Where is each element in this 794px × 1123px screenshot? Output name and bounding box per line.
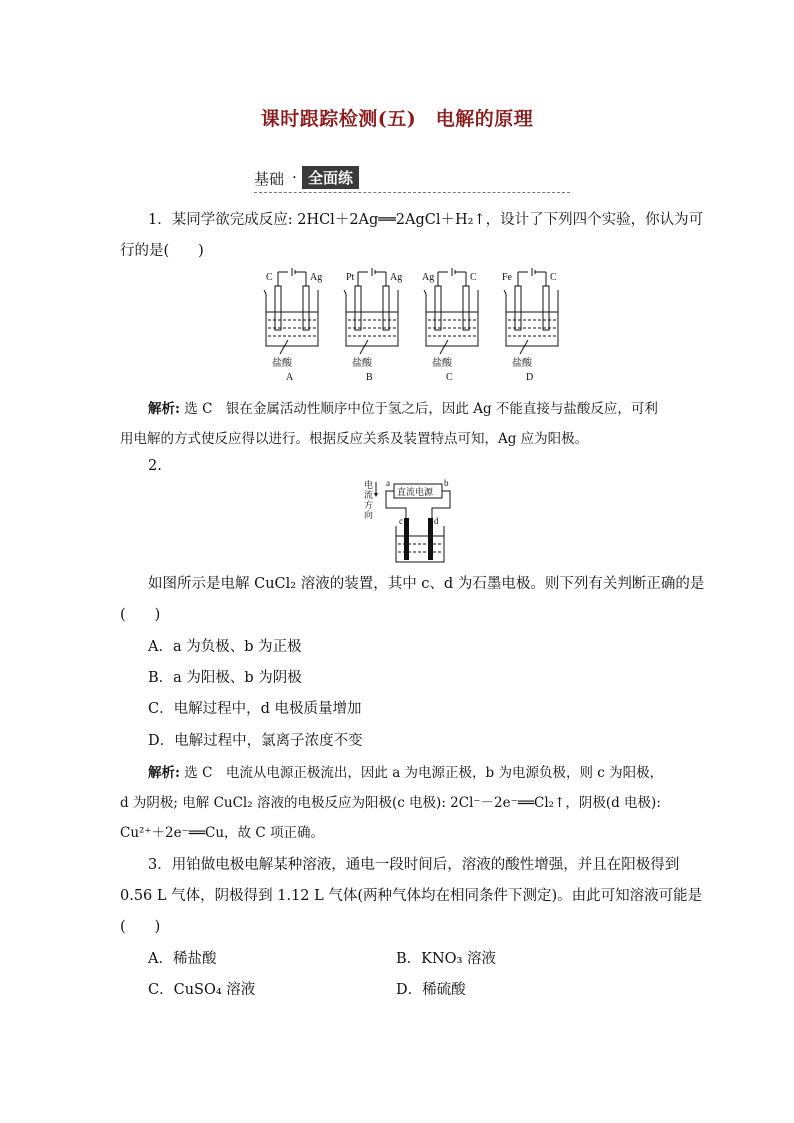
q1-analysis-line2: 用电解的方式使反应得以进行。根据反应关系及装置特点可知，Ag 应为阳极。 xyxy=(120,431,589,447)
section-badge: 全面练 xyxy=(302,166,359,189)
q2-option-c: C．电解过程中，d 电极质量增加 xyxy=(148,701,362,717)
q3-option-d: D．稀硫酸 xyxy=(396,982,466,998)
q2-line2: ( ) xyxy=(120,607,161,623)
beaker-c xyxy=(422,268,478,383)
q1-analysis-line1 xyxy=(148,397,658,417)
q2-option-d: D．电解过程中，氯离子浓度不变 xyxy=(148,733,363,749)
beaker-a xyxy=(264,268,322,383)
q2-analysis-line3: Cu²⁺＋2e⁻══Cu，故 C 项正确。 xyxy=(120,825,324,841)
q2-number: 2. xyxy=(148,458,162,474)
q3-line1: 3．用铂做电极电解某种溶液，通电一段时间后，溶液的酸性增强，并且在阳极得到 xyxy=(148,857,680,873)
liquid-label: 盐酸 xyxy=(272,358,292,369)
liquid-label: 盐酸 xyxy=(352,358,372,369)
q1-electrolysis-figure xyxy=(258,266,568,384)
q1-line1: 1．某同学欲完成反应: 2HCl＋2Ag══2AgCl＋H₂↑，设计了下列四个实验，你认为可 xyxy=(148,212,704,228)
q2-analysis-line2: d 为阴极; 电解 CuCl₂ 溶液的电极反应为阳极(c 电极): 2Cl⁻－2e⁻══Cl₂↑，阴极(d 电极): xyxy=(120,795,661,811)
q2-electrolysis-figure xyxy=(362,478,462,564)
section-dot: · xyxy=(292,168,297,186)
beaker-d xyxy=(502,268,558,383)
terminal-b-label: b xyxy=(444,478,449,488)
electrode-label: Ag xyxy=(390,272,403,283)
section-label: 基础 xyxy=(254,170,285,188)
electrode-label: Ag xyxy=(310,272,323,283)
current-direction-label: 电流方向 xyxy=(364,480,374,520)
q3-option-a: A．稀盐酸 xyxy=(148,951,217,967)
beaker-b xyxy=(344,268,402,383)
electrode-label: C xyxy=(470,272,477,283)
electrode-c-label: c xyxy=(399,516,403,526)
option-label: D xyxy=(526,372,534,383)
option-label: A xyxy=(286,372,294,383)
analysis-tag: 解析: xyxy=(148,401,180,417)
electrode-label: Fe xyxy=(502,272,512,283)
power-source-label: 直流电源 xyxy=(397,487,434,497)
electrode-label: Pt xyxy=(346,272,355,283)
analysis-text: 选 C 电流从电源正极流出，因此 a 为电源正极，b 为电源负极，则 c 为阳极， xyxy=(184,765,664,781)
q2-option-a: A．a 为负极、b 为正极 xyxy=(148,639,302,655)
page-title: 课时跟踪检测(五) 电解的原理 xyxy=(260,108,534,130)
option-label: C xyxy=(446,372,453,383)
q3-option-b: B．KNO₃ 溶液 xyxy=(396,951,496,967)
electrode-label: C xyxy=(550,272,557,283)
section-header xyxy=(254,166,570,193)
q2-line1: 如图所示是电解 CuCl₂ 溶液的装置，其中 c、d 为石墨电极。则下列有关判断正确的是 xyxy=(148,576,705,592)
liquid-label: 盐酸 xyxy=(512,358,532,369)
q3-option-c: C．CuSO₄ 溶液 xyxy=(148,982,256,998)
electrode-label: C xyxy=(266,272,273,283)
electrode-label: Ag xyxy=(422,272,435,283)
analysis-tag: 解析: xyxy=(148,765,180,781)
option-label: B xyxy=(366,372,373,383)
q3-line3: ( ) xyxy=(120,919,161,935)
electrode-d-label: d xyxy=(434,516,439,526)
q2-option-b: B．a 为阳极、b 为阴极 xyxy=(148,670,302,686)
q3-line2: 0.56 L 气体，阴极得到 1.12 L 气体(两种气体均在相同条件下测定)。由此可知溶液可能是 xyxy=(120,888,703,904)
terminal-a-label: a xyxy=(386,478,390,488)
liquid-label: 盐酸 xyxy=(432,358,452,369)
q1-line2: 行的是( ) xyxy=(120,243,204,259)
analysis-text: 选 C 银在金属活动性顺序中位于氢之后，因此 Ag 不能直接与盐酸反应，可利 xyxy=(184,401,658,417)
q2-analysis-line1 xyxy=(148,761,663,781)
